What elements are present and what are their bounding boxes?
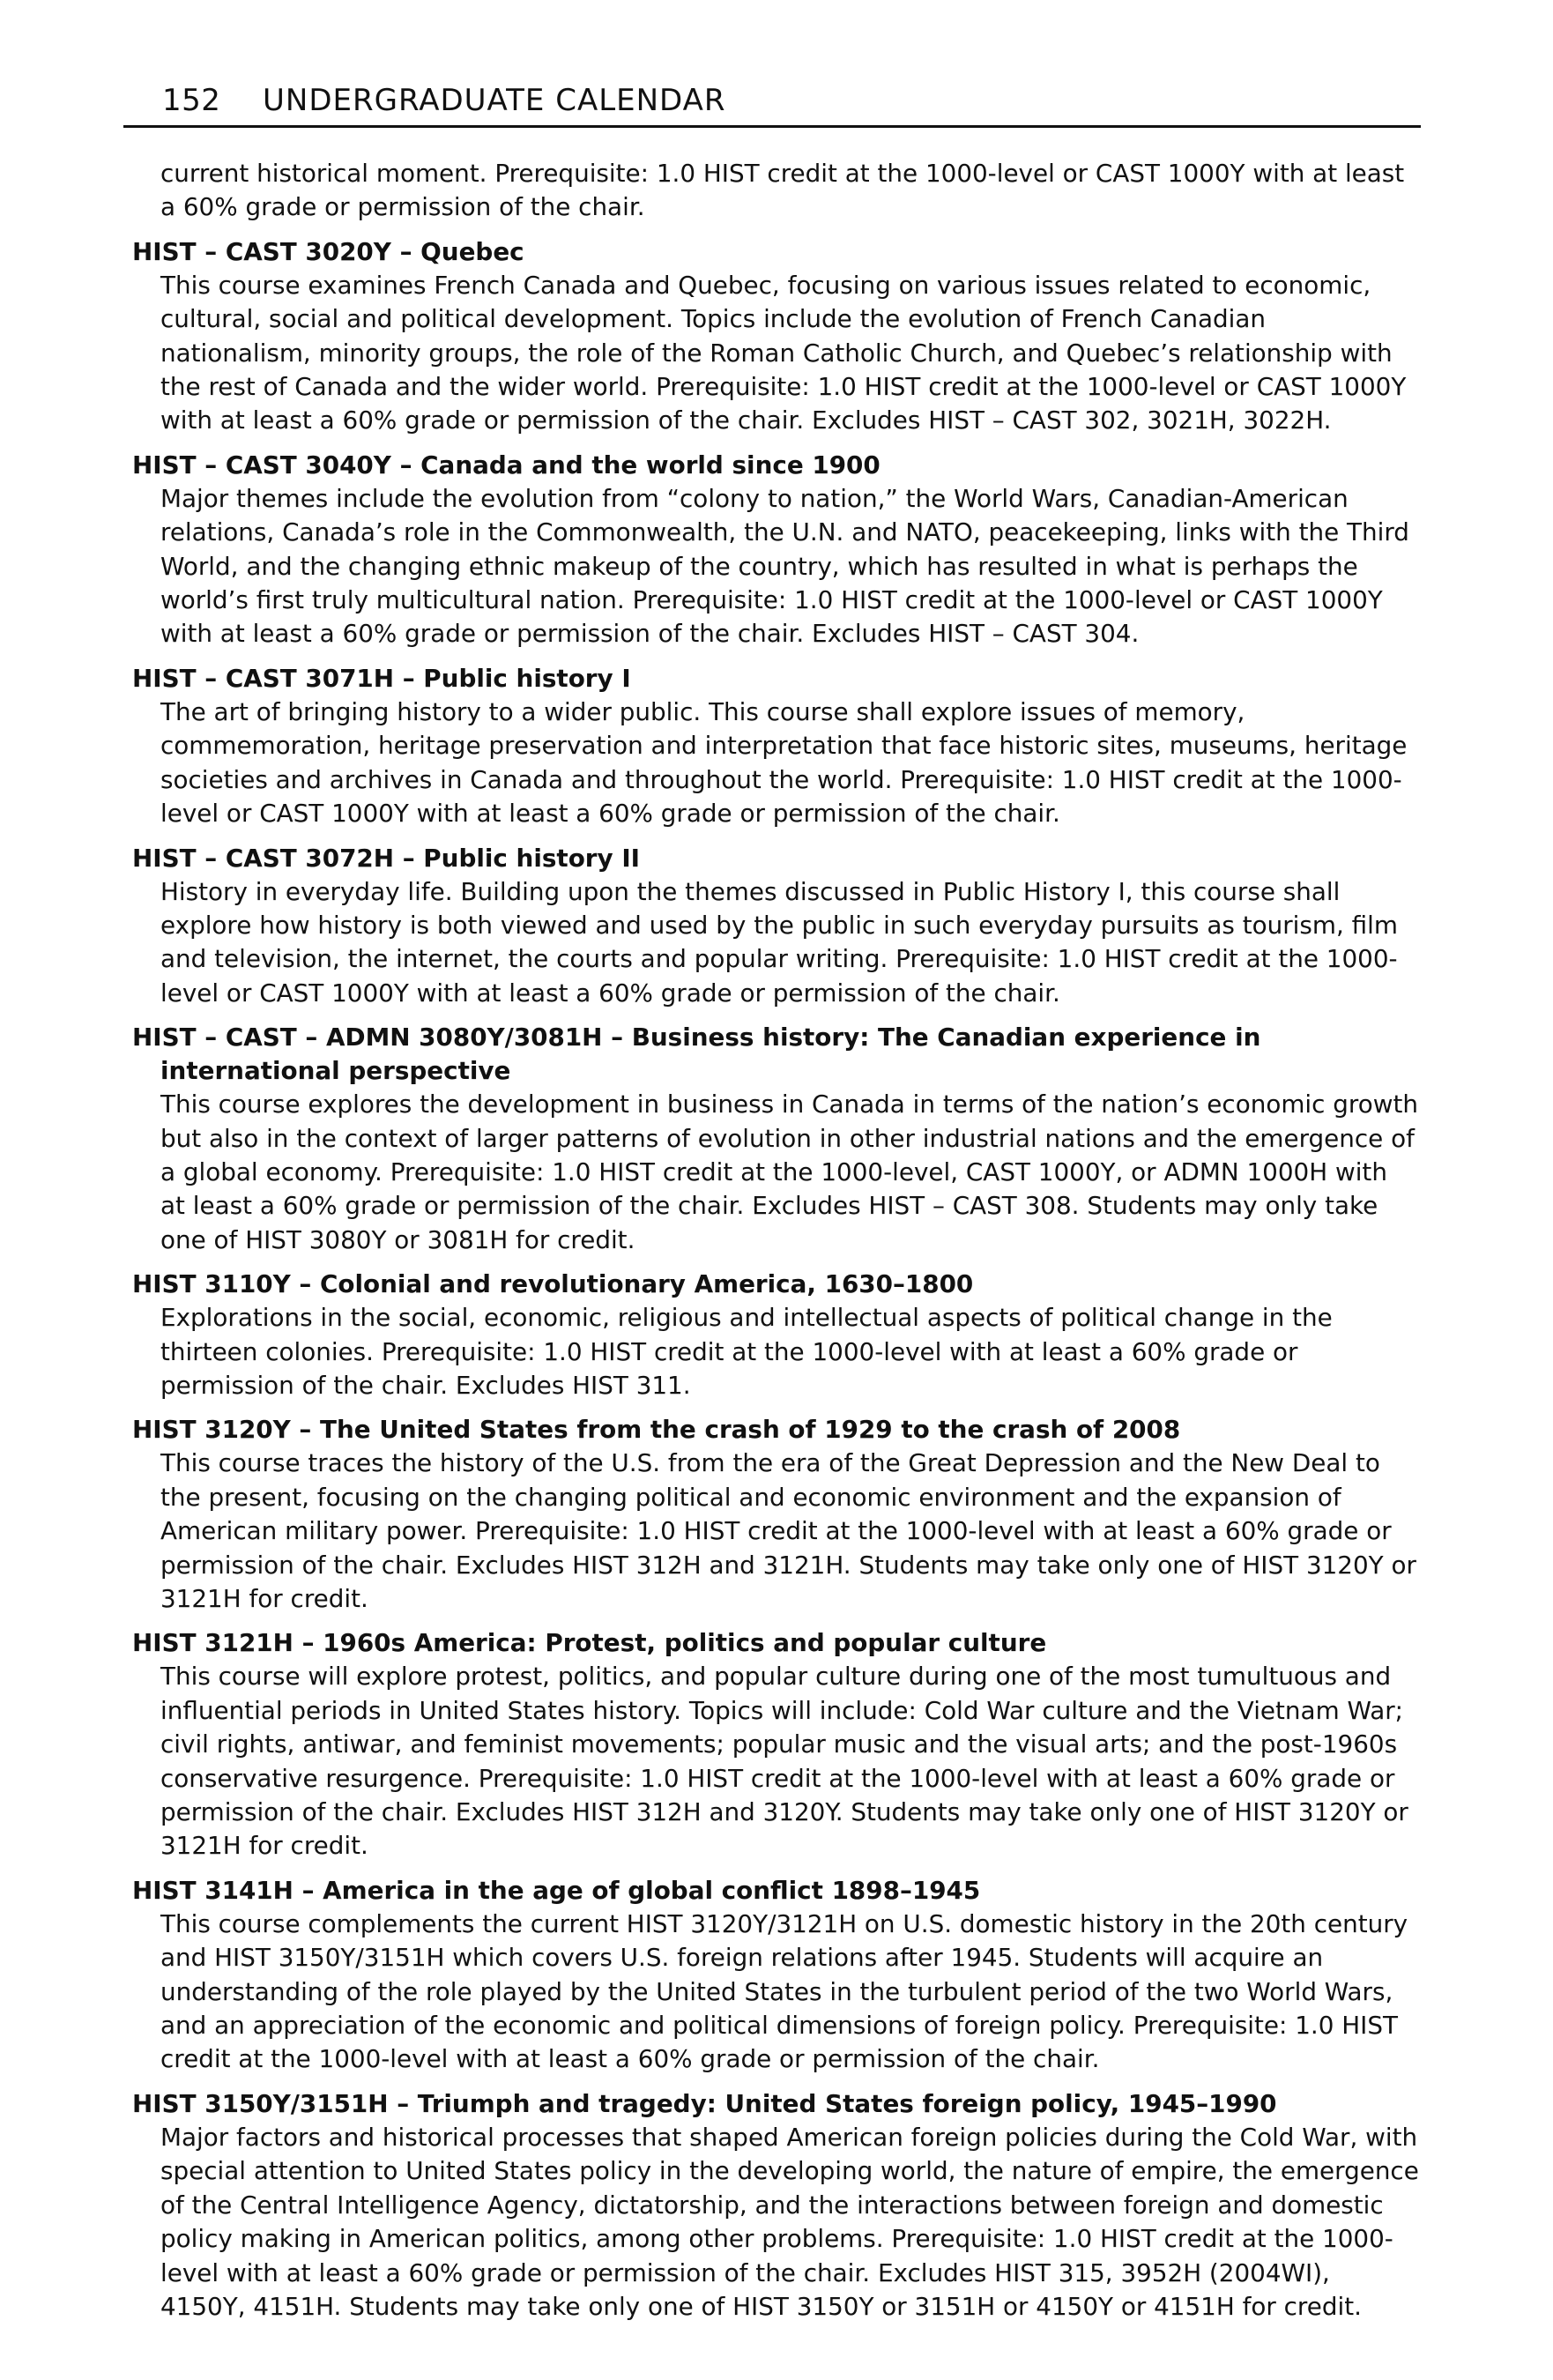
course-title: HIST – CAST – ADMN 3080Y/3081H – Business history: The Canadian experience in international perspective xyxy=(132,1023,1261,1086)
course-title: HIST – CAST 3071H – Public history I xyxy=(132,663,631,693)
course-entry xyxy=(132,235,1419,438)
course-description: This course will explore protest, politics, and popular culture during one of the most tumultuous and influential periods in United States history. Topics will include: Cold War culture and the Vietnam War; civil rights, antiwar, and feminist movements; popular music and the visual arts; and the post-1960s conservative resurgence. Prerequisite: 1.0 HIST credit at the 1000-level with at least a 60% grade or permission of the chair. Excludes HIST 312H and 3120Y. Students may take only one of HIST 3120Y or 3121H for credit. xyxy=(160,1662,1408,1861)
course-title: HIST 3150Y/3151H – Triumph and tragedy: United States foreign policy, 1945–1990 xyxy=(132,2088,1277,2118)
course-description: This course complements the current HIST 3120Y/3121H on U.S. domestic history in the 20th century and HIST 3150Y/3151H which covers U.S. foreign relations after 1945. Students will acquire an understanding of the role played by the United States in the turbulent period of the two World Wars, and an appreciation of the economic and political dimensions of foreign policy. Prerequisite: 1.0 HIST credit at the 1000-level with at least a 60% grade or permission of the chair. xyxy=(160,1908,1408,2074)
running-title: UNDERGRADUATE CALENDAR xyxy=(263,83,726,118)
course-description: Explorations in the social, economic, religious and intellectual aspects of political change in the thirteen colonies. Prerequisite: 1.0 HIST credit at the 1000-level with at least a 60% grade or permission of the chair. Excludes HIST 311. xyxy=(160,1303,1333,1400)
course-entry xyxy=(132,1021,1419,1257)
course-entry xyxy=(132,662,1419,831)
course-description: This course explores the development in business in Canada in terms of the nation’s economic growth but also in the context of larger patterns of evolution in other industrial nations and the emergence of a global economy. Prerequisite: 1.0 HIST credit at the 1000-level, CAST 1000Y, or ADMN 1000H with at least a 60% grade or permission of the chair. Excludes HIST – CAST 308. Students may only take one of HIST 3080Y or 3081H for credit. xyxy=(160,1090,1418,1254)
course-description: Major factors and historical processes that shaped American foreign policies during the Cold War, with special attention to United States policy in the developing world, the nature of empire, the emergence of the Central Intelligence Agency, dictatorship, and the interactions between foreign and domestic policy making in American politics, among other problems. Prerequisite: 1.0 HIST credit at the 1000-level with at least a 60% grade or permission of the chair. Excludes HIST 315, 3952H (2004WI), 4150Y, 4151H. Students may take only one of HIST 3150Y or 3151H or 4150Y or 4151H for credit. xyxy=(160,2122,1419,2321)
course-description: This course examines French Canada and Quebec, focusing on various issues related to economic, cultural, social and political development. Topics include the evolution of French Canadian nationalism, minority groups, the role of the Roman Catholic Church, and Quebec’s relationship with the rest of Canada and the wider world. Prerequisite: 1.0 HIST credit at the 1000-level or CAST 1000Y with at least a 60% grade or permission of the chair. Excludes HIST – CAST 302, 3021H, 3022H. xyxy=(160,270,1407,435)
course-entry xyxy=(132,1268,1419,1402)
course-listing xyxy=(132,157,1419,2334)
course-title: HIST – CAST 3020Y – Quebec xyxy=(132,236,524,266)
page-header xyxy=(123,81,1421,128)
page-number: 152 xyxy=(162,83,221,118)
course-title: HIST 3141H – America in the age of global conflict 1898–1945 xyxy=(132,1875,981,1905)
course-entry xyxy=(132,1626,1419,1863)
course-entry xyxy=(132,1413,1419,1616)
course-title: HIST 3121H – 1960s America: Protest, politics and popular culture xyxy=(132,1628,1047,1658)
continued-course-description: current historical moment. Prerequisite: 1.0 HIST credit at the 1000-level or CAST 1000Y with at least a 60% grade or permission of the chair. xyxy=(160,159,1405,222)
course-entry xyxy=(132,842,1419,1011)
course-description: The art of bringing history to a wider public. This course shall explore issues of memory, commemoration, heritage preservation and interpretation that face historic sites, museums, heritage societies and archives in Canada and throughout the world. Prerequisite: 1.0 HIST credit at the 1000-level or CAST 1000Y with at least a 60% grade or permission of the chair. xyxy=(160,696,1408,829)
course-title: HIST – CAST 3040Y – Canada and the world since 1900 xyxy=(132,450,881,480)
course-description: History in everyday life. Building upon the themes discussed in Public History I, this course shall explore how history is both viewed and used by the public in such everyday pursuits as tourism, film and television, the internet, the courts and popular writing. Prerequisite: 1.0 HIST credit at the 1000-level or CAST 1000Y with at least a 60% grade or permission of the chair. xyxy=(160,876,1398,1008)
course-description: Major themes include the evolution from “colony to nation,” the World Wars, Canadian-American relations, Canada’s role in the Commonwealth, the U.N. and NATO, peacekeeping, links with the Third World, and the changing ethnic makeup of the country, which has resulted in what is perhaps the world’s first truly multicultural nation. Prerequisite: 1.0 HIST credit at the 1000-level or CAST 1000Y with at least a 60% grade or permission of the chair. Excludes HIST – CAST 304. xyxy=(160,483,1409,649)
course-entry xyxy=(132,449,1419,651)
course-description: This course traces the history of the U.S. from the era of the Great Depression and the New Deal to the present, focusing on the changing political and economic environment and the expansion of American military power. Prerequisite: 1.0 HIST credit at the 1000-level with at least a 60% grade or permission of the chair. Excludes HIST 312H and 3121H. Students may take only one of HIST 3120Y or 3121H for credit. xyxy=(160,1448,1416,1613)
course-title: HIST 3120Y – The United States from the crash of 1929 to the crash of 2008 xyxy=(132,1415,1181,1445)
course-title: HIST – CAST 3072H – Public history II xyxy=(132,843,640,873)
course-entry xyxy=(132,2087,1419,2324)
course-title: HIST 3110Y – Colonial and revolutionary America, 1630–1800 xyxy=(132,1269,974,1299)
course-entry xyxy=(132,1874,1419,2077)
